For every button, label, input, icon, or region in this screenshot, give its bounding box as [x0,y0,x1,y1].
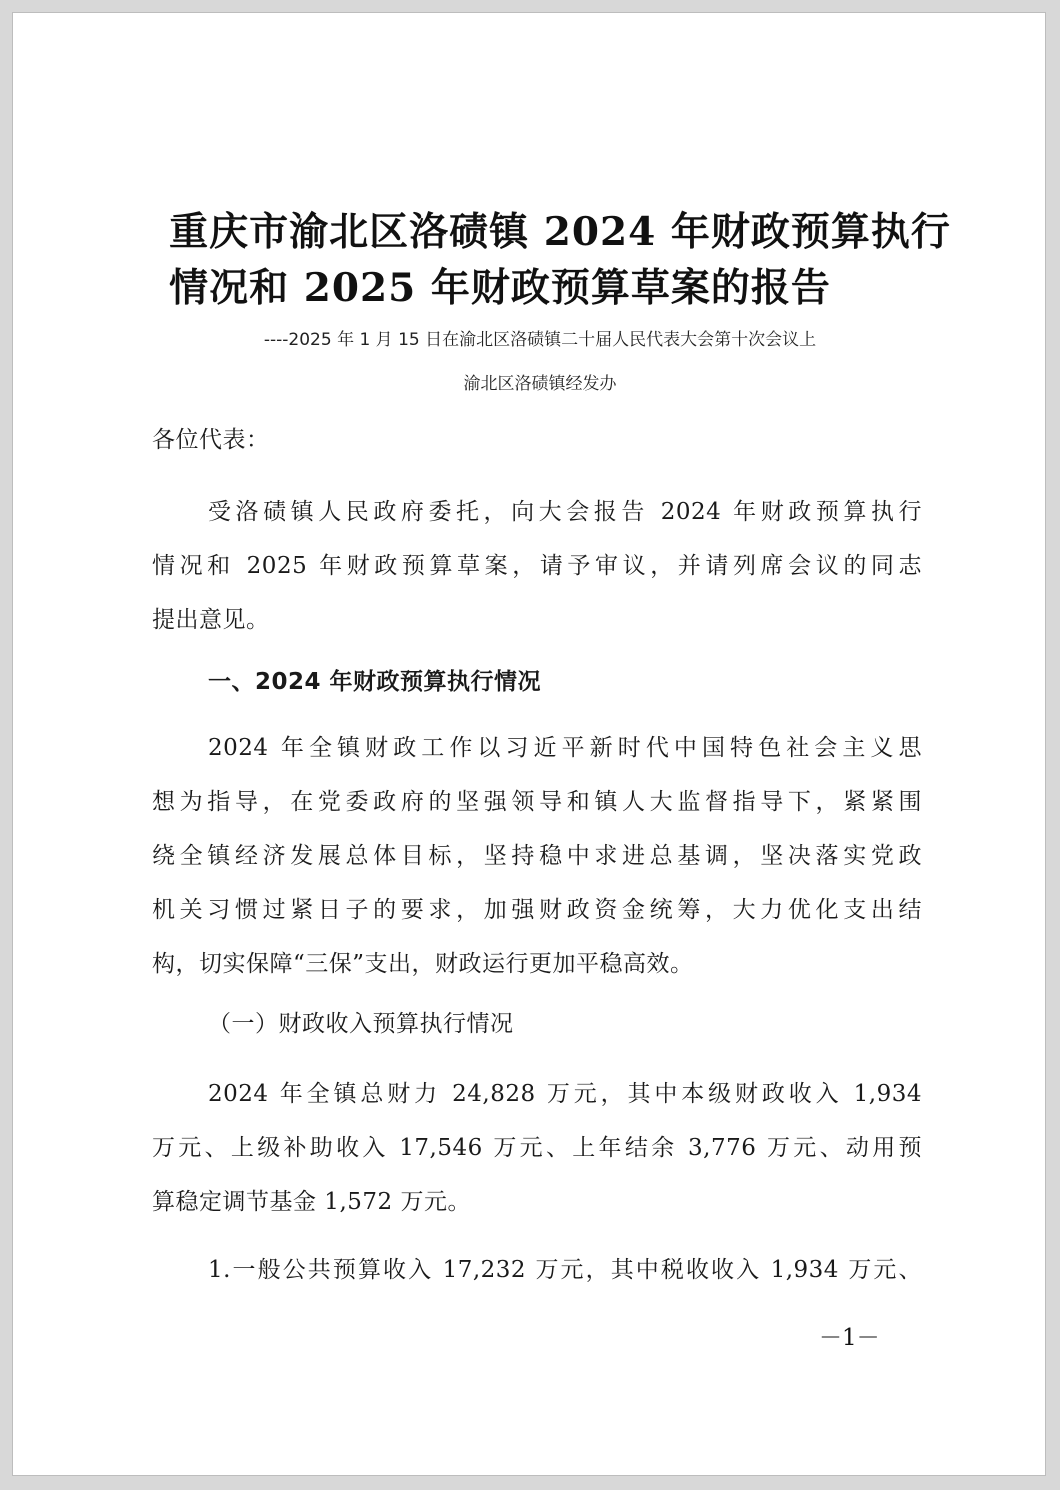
section-1-line-4: 机关习惯过紧日子的要求，加强财政资金统筹，大力优化支出结 [152,897,922,923]
section-1-line-1: 2024 年全镇财政工作以习近平新时代中国特色社会主义思 [208,735,922,761]
intro-line-1: 受洛碛镇人民政府委托，向大会报告 2024 年财政预算执行 [208,499,922,525]
issuing-office: 渝北区洛碛镇经发办 [463,374,617,394]
intro-line-3: 提出意见。 [152,607,270,633]
salutation: 各位代表： [152,427,270,453]
section-1-line-2: 想为指导，在党委政府的坚强领导和镇人大监督指导下，紧紧围 [152,789,922,815]
subsection-1-line-2: 万元、上级补助收入 17,546 万元、上年结余 3,776 万元、动用预 [152,1135,922,1161]
report-title-line-1: 重庆市渝北区洛碛镇 2024 年财政预算执行 [169,209,951,255]
subsection-1-line-3: 算稳定调节基金 1,572 万元。 [152,1189,471,1215]
report-title-line-2: 情况和 2025 年财政预算草案的报告 [169,265,831,311]
page-number: －1－ [819,1325,880,1351]
meeting-subtitle: ----2025 年 1 月 15 日在渝北区洛碛镇二十届人民代表大会第十次会议上 [263,330,817,350]
section-1-heading: 一、2024 年财政预算执行情况 [208,669,542,695]
document-page [12,12,1046,1476]
intro-line-2: 情况和 2025 年财政预算草案，请予审议，并请列席会议的同志 [152,553,922,579]
section-1-line-5: 构，切实保障“三保”支出，财政运行更加平稳高效。 [152,951,694,977]
subsection-1-line-1: 2024 年全镇总财力 24,828 万元，其中本级财政收入 1,934 [208,1081,922,1107]
section-1-line-3: 绕全镇经济发展总体目标，坚持稳中求进总基调，坚决落实党政 [152,843,922,869]
subsection-1-heading: （一）财政收入预算执行情况 [208,1011,514,1037]
item-1-line: 1.一般公共预算收入 17,232 万元，其中税收收入 1,934 万元、 [208,1257,922,1283]
